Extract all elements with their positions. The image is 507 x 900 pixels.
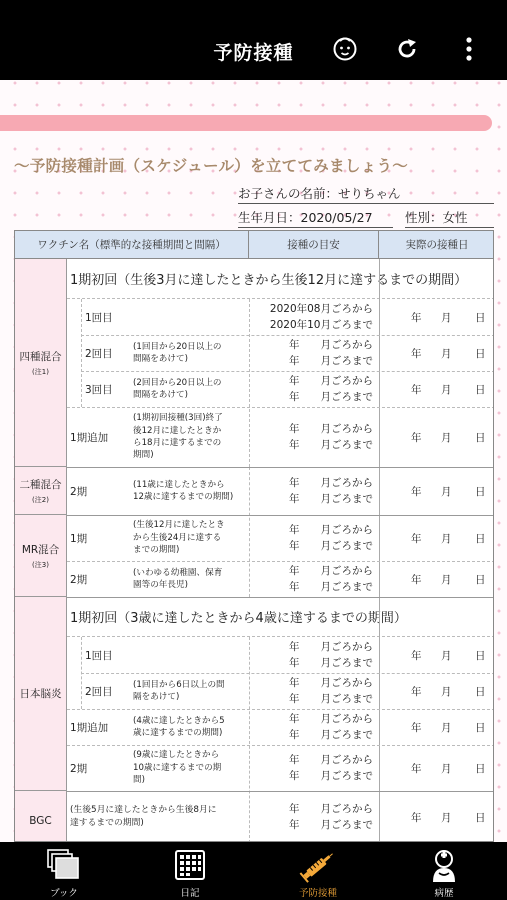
dose-label: 2回目 [85,685,113,698]
target-period: 年 月ごろから 年 月ごろまで [289,753,373,782]
row-divider [67,791,494,792]
target-period: 年 月ごろから 年 月ごろまで [289,676,373,705]
table-row[interactable] [67,637,494,673]
refresh-icon[interactable] [392,34,422,64]
dose-label: 1回目 [85,311,113,324]
page-title: 予防接種 [213,42,294,64]
vaccine-name: BGC [29,815,52,827]
dose-label: 1回目 [85,649,113,662]
row-divider [67,745,494,746]
vaccine-name: MR混合 [21,543,60,556]
column-divider [249,637,250,842]
nav-label: 病歴 [434,888,454,899]
dose-description: (生後12月に達したとき から生後24月に達する までの期間) [133,520,225,556]
child-name-field: お子さんの名前：せりちゃん [238,184,494,204]
target-period: 年 月ごろから 年 月ごろまで [289,523,373,552]
dose-description: (いわゆる幼稚園、保育 園等の年長児) [133,567,223,590]
target-period: 2020年08月ごろから 2020年10月ごろまで [269,302,373,331]
target-period: 年 月ごろから 年 月ごろまで [289,712,373,741]
row-divider [67,467,494,468]
table-row[interactable] [67,371,494,407]
column-divider [81,299,82,407]
row-divider [81,371,494,372]
actual-date[interactable]: 年 月 日 [411,649,486,662]
table-row[interactable] [67,467,494,515]
actual-date[interactable]: 年 月 日 [411,685,486,698]
column-divider [249,467,250,597]
table-row[interactable] [67,407,494,467]
row-divider [67,515,494,516]
vaccine-cell-mr [15,515,67,597]
dose-description: (1回目から6日以上の間 隔をあけて) [133,679,225,702]
row-divider [67,597,494,598]
vaccine-name: 二種混合 [19,478,62,491]
dose-label: 2期 [70,485,88,498]
table-row[interactable] [67,745,494,791]
target-period: 年 月ごろから 年 月ごろまで [289,802,373,831]
dose-description: (9歳に達したときから 10歳に達するまでの期 間) [133,750,222,786]
vaccine-name: 四種混合 [19,350,62,363]
calendar-grid-icon [173,848,207,882]
nav-item-diary[interactable] [140,842,240,900]
row-divider [81,335,494,336]
row-divider [67,407,494,408]
dose-label: 2期 [70,762,88,775]
period-shishu: 1期初回（生後3月に達したときから生後12月に達するまでの期間） [67,259,494,299]
nav-label: 予防接種 [298,888,337,899]
syringe-icon [298,848,338,884]
dose-label: 1期追加 [70,431,109,444]
app-header [0,0,507,80]
vaccine-cell-shishu [15,259,67,467]
period-nihon: 1期初回（3歳に達したときから4歳に達するまでの期間） [67,597,494,637]
schedule-heading: ～予防接種計画（スケジュール）を立ててみましょう～ [14,157,409,175]
row-divider [67,561,494,562]
dose-label: 1期 [70,532,88,545]
dose-label: 2回目 [85,347,113,360]
target-period: 年 月ごろから 年 月ごろまで [289,338,373,367]
nav-item-history[interactable] [394,842,494,900]
table-row[interactable] [67,561,494,597]
header-actual-date: 実際の接種日 [379,231,494,259]
actual-date[interactable]: 年 月 日 [411,431,486,444]
bottom-navigation [0,842,507,900]
actual-date[interactable]: 年 月 日 [411,811,486,824]
vaccine-note: (注2) [32,495,49,504]
target-period: 年 月ごろから 年 月ごろまで [289,564,373,593]
medical-baby-icon [426,848,462,884]
nav-label: ブック [50,888,78,899]
dose-label: 3回目 [85,383,113,396]
table-row[interactable] [67,335,494,371]
table-row[interactable] [67,299,494,335]
dose-description: (2回目から20日以上の 間隔をあけて) [133,377,222,400]
table-row[interactable] [67,515,494,561]
vaccine-cell-bcg [15,791,67,842]
table-row[interactable] [67,673,494,709]
target-period: 年 月ごろから 年 月ごろまで [289,476,373,505]
book-stack-icon [46,848,82,882]
target-period: 年 月ごろから 年 月ごろまで [289,422,373,451]
vaccine-cell-nihon [15,597,67,791]
row-divider [81,673,494,674]
decorative-pink-bar [0,115,492,131]
actual-date[interactable]: 年 月 日 [411,762,486,775]
more-vert-icon[interactable] [454,34,484,64]
table-row[interactable] [67,791,494,842]
column-divider [379,259,380,842]
dose-description: (4歳に達したときから5 歳に達するまでの期間) [133,715,225,738]
vaccination-schedule-table [14,230,494,842]
nav-label: 日記 [180,888,200,899]
nav-item-book[interactable] [14,842,114,900]
header-vaccine-name: ワクチン名（標準的な接種期間と間隔） [15,231,249,259]
baby-face-icon[interactable] [330,34,360,64]
dose-description: (11歳に達したときから 12歳に達するまでの期間) [133,479,234,502]
actual-date[interactable]: 年 月 日 [411,347,486,360]
vaccine-note: (注1) [32,367,49,376]
actual-date[interactable]: 年 月 日 [411,532,486,545]
nav-item-vaccination[interactable] [268,842,368,900]
actual-date[interactable]: 年 月 日 [411,573,486,586]
vaccine-note: (注3) [32,560,49,569]
target-period: 年 月ごろから 年 月ごろまで [289,640,373,669]
dose-label: 1期追加 [70,721,109,734]
birthdate-field: 生年月日：2020/05/27 [238,208,393,228]
dose-description: (1回目から20日以上の 間隔をあけて) [133,341,222,364]
vaccine-name: 日本脳炎 [19,688,62,700]
target-period: 年 月ごろから 年 月ごろまで [289,374,373,403]
table-row[interactable] [67,709,494,745]
dose-description: (1期初回接種(3回)終了 後12月に達したときか ら18月に達するまでの 期間) [133,413,223,461]
actual-date[interactable]: 年 月 日 [411,721,486,734]
dose-description: (生後5月に達したときから生後8月に 達するまでの期間) [70,805,217,828]
actual-date[interactable]: 年 月 日 [411,383,486,396]
row-divider [67,709,494,710]
vaccine-cell-nishu [15,467,67,515]
sex-field: 性別：女性 [405,208,494,228]
column-divider [249,299,250,467]
header-target-period: 接種の目安 [249,231,379,259]
actual-date[interactable]: 年 月 日 [411,311,486,324]
dose-label: 2期 [70,573,88,586]
actual-date[interactable]: 年 月 日 [411,485,486,498]
